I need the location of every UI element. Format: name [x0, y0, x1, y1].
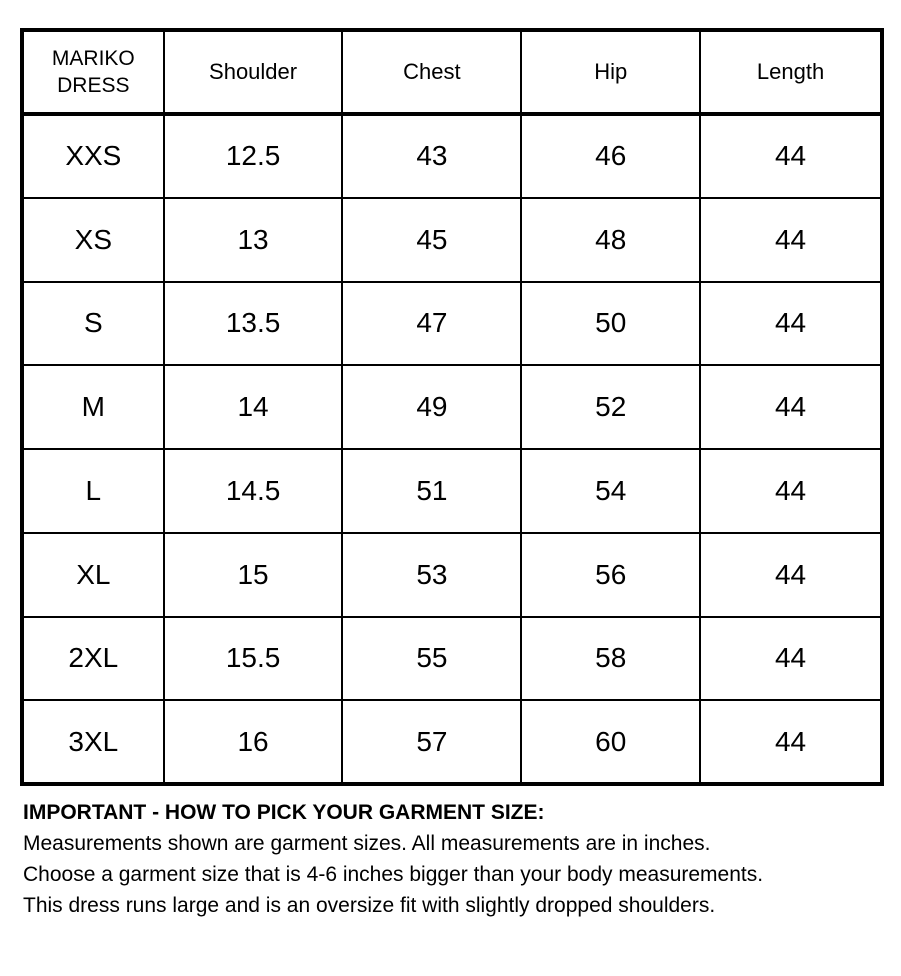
chest-cell: 45: [342, 198, 521, 282]
shoulder-cell: 13: [164, 198, 343, 282]
size-cell: M: [22, 365, 164, 449]
hip-cell: 60: [521, 700, 700, 784]
size-cell: XL: [22, 533, 164, 617]
note-line: Choose a garment size that is 4-6 inches bigger than your body measurements.: [23, 863, 764, 886]
length-cell: 44: [700, 365, 882, 449]
column-header-chest: Chest: [342, 30, 521, 114]
table-row: [22, 114, 882, 198]
hip-cell: 48: [521, 198, 700, 282]
size-cell: S: [22, 282, 164, 366]
chest-cell: 43: [342, 114, 521, 198]
notes-heading: IMPORTANT - HOW TO PICK YOUR GARMENT SIZE:: [23, 801, 545, 824]
hip-cell: 46: [521, 114, 700, 198]
note-line: Measurements shown are garment sizes. All measurements are in inches.: [23, 832, 711, 855]
length-cell: 44: [700, 198, 882, 282]
hip-cell: 50: [521, 282, 700, 366]
note-line: This dress runs large and is an oversize fit with slightly dropped shoulders.: [23, 894, 716, 917]
length-cell: 44: [700, 282, 882, 366]
chest-cell: 57: [342, 700, 521, 784]
size-cell: XS: [22, 198, 164, 282]
product-name-header: [22, 30, 164, 114]
table-row: [22, 449, 882, 533]
shoulder-cell: 14.5: [164, 449, 343, 533]
size-cell: 3XL: [22, 700, 164, 784]
length-cell: 44: [700, 700, 882, 784]
shoulder-cell: 15.5: [164, 617, 343, 701]
table-row: [22, 533, 882, 617]
table-row: [22, 365, 882, 449]
chest-cell: 47: [342, 282, 521, 366]
hip-cell: 54: [521, 449, 700, 533]
shoulder-cell: 16: [164, 700, 343, 784]
table-header-row: [22, 30, 882, 114]
shoulder-cell: 14: [164, 365, 343, 449]
sizing-notes: [23, 797, 883, 921]
chest-cell: 53: [342, 533, 521, 617]
chest-cell: 49: [342, 365, 521, 449]
length-cell: 44: [700, 533, 882, 617]
table-row: [22, 700, 882, 784]
hip-cell: 52: [521, 365, 700, 449]
size-cell: XXS: [22, 114, 164, 198]
size-cell: L: [22, 449, 164, 533]
shoulder-cell: 15: [164, 533, 343, 617]
table-row: [22, 282, 882, 366]
shoulder-cell: 12.5: [164, 114, 343, 198]
table-row: [22, 198, 882, 282]
chest-cell: 55: [342, 617, 521, 701]
hip-cell: 56: [521, 533, 700, 617]
length-cell: 44: [700, 617, 882, 701]
shoulder-cell: 13.5: [164, 282, 343, 366]
column-header-shoulder: Shoulder: [164, 30, 343, 114]
length-cell: 44: [700, 114, 882, 198]
table-row: [22, 617, 882, 701]
product-name-line1: MARIKO: [51, 47, 135, 70]
hip-cell: 58: [521, 617, 700, 701]
column-header-length: Length: [700, 30, 882, 114]
column-header-hip: Hip: [521, 30, 700, 114]
chest-cell: 51: [342, 449, 521, 533]
length-cell: 44: [700, 449, 882, 533]
product-name-line2: DRESS: [57, 74, 130, 97]
size-cell: 2XL: [22, 617, 164, 701]
size-chart-table: [20, 28, 884, 786]
